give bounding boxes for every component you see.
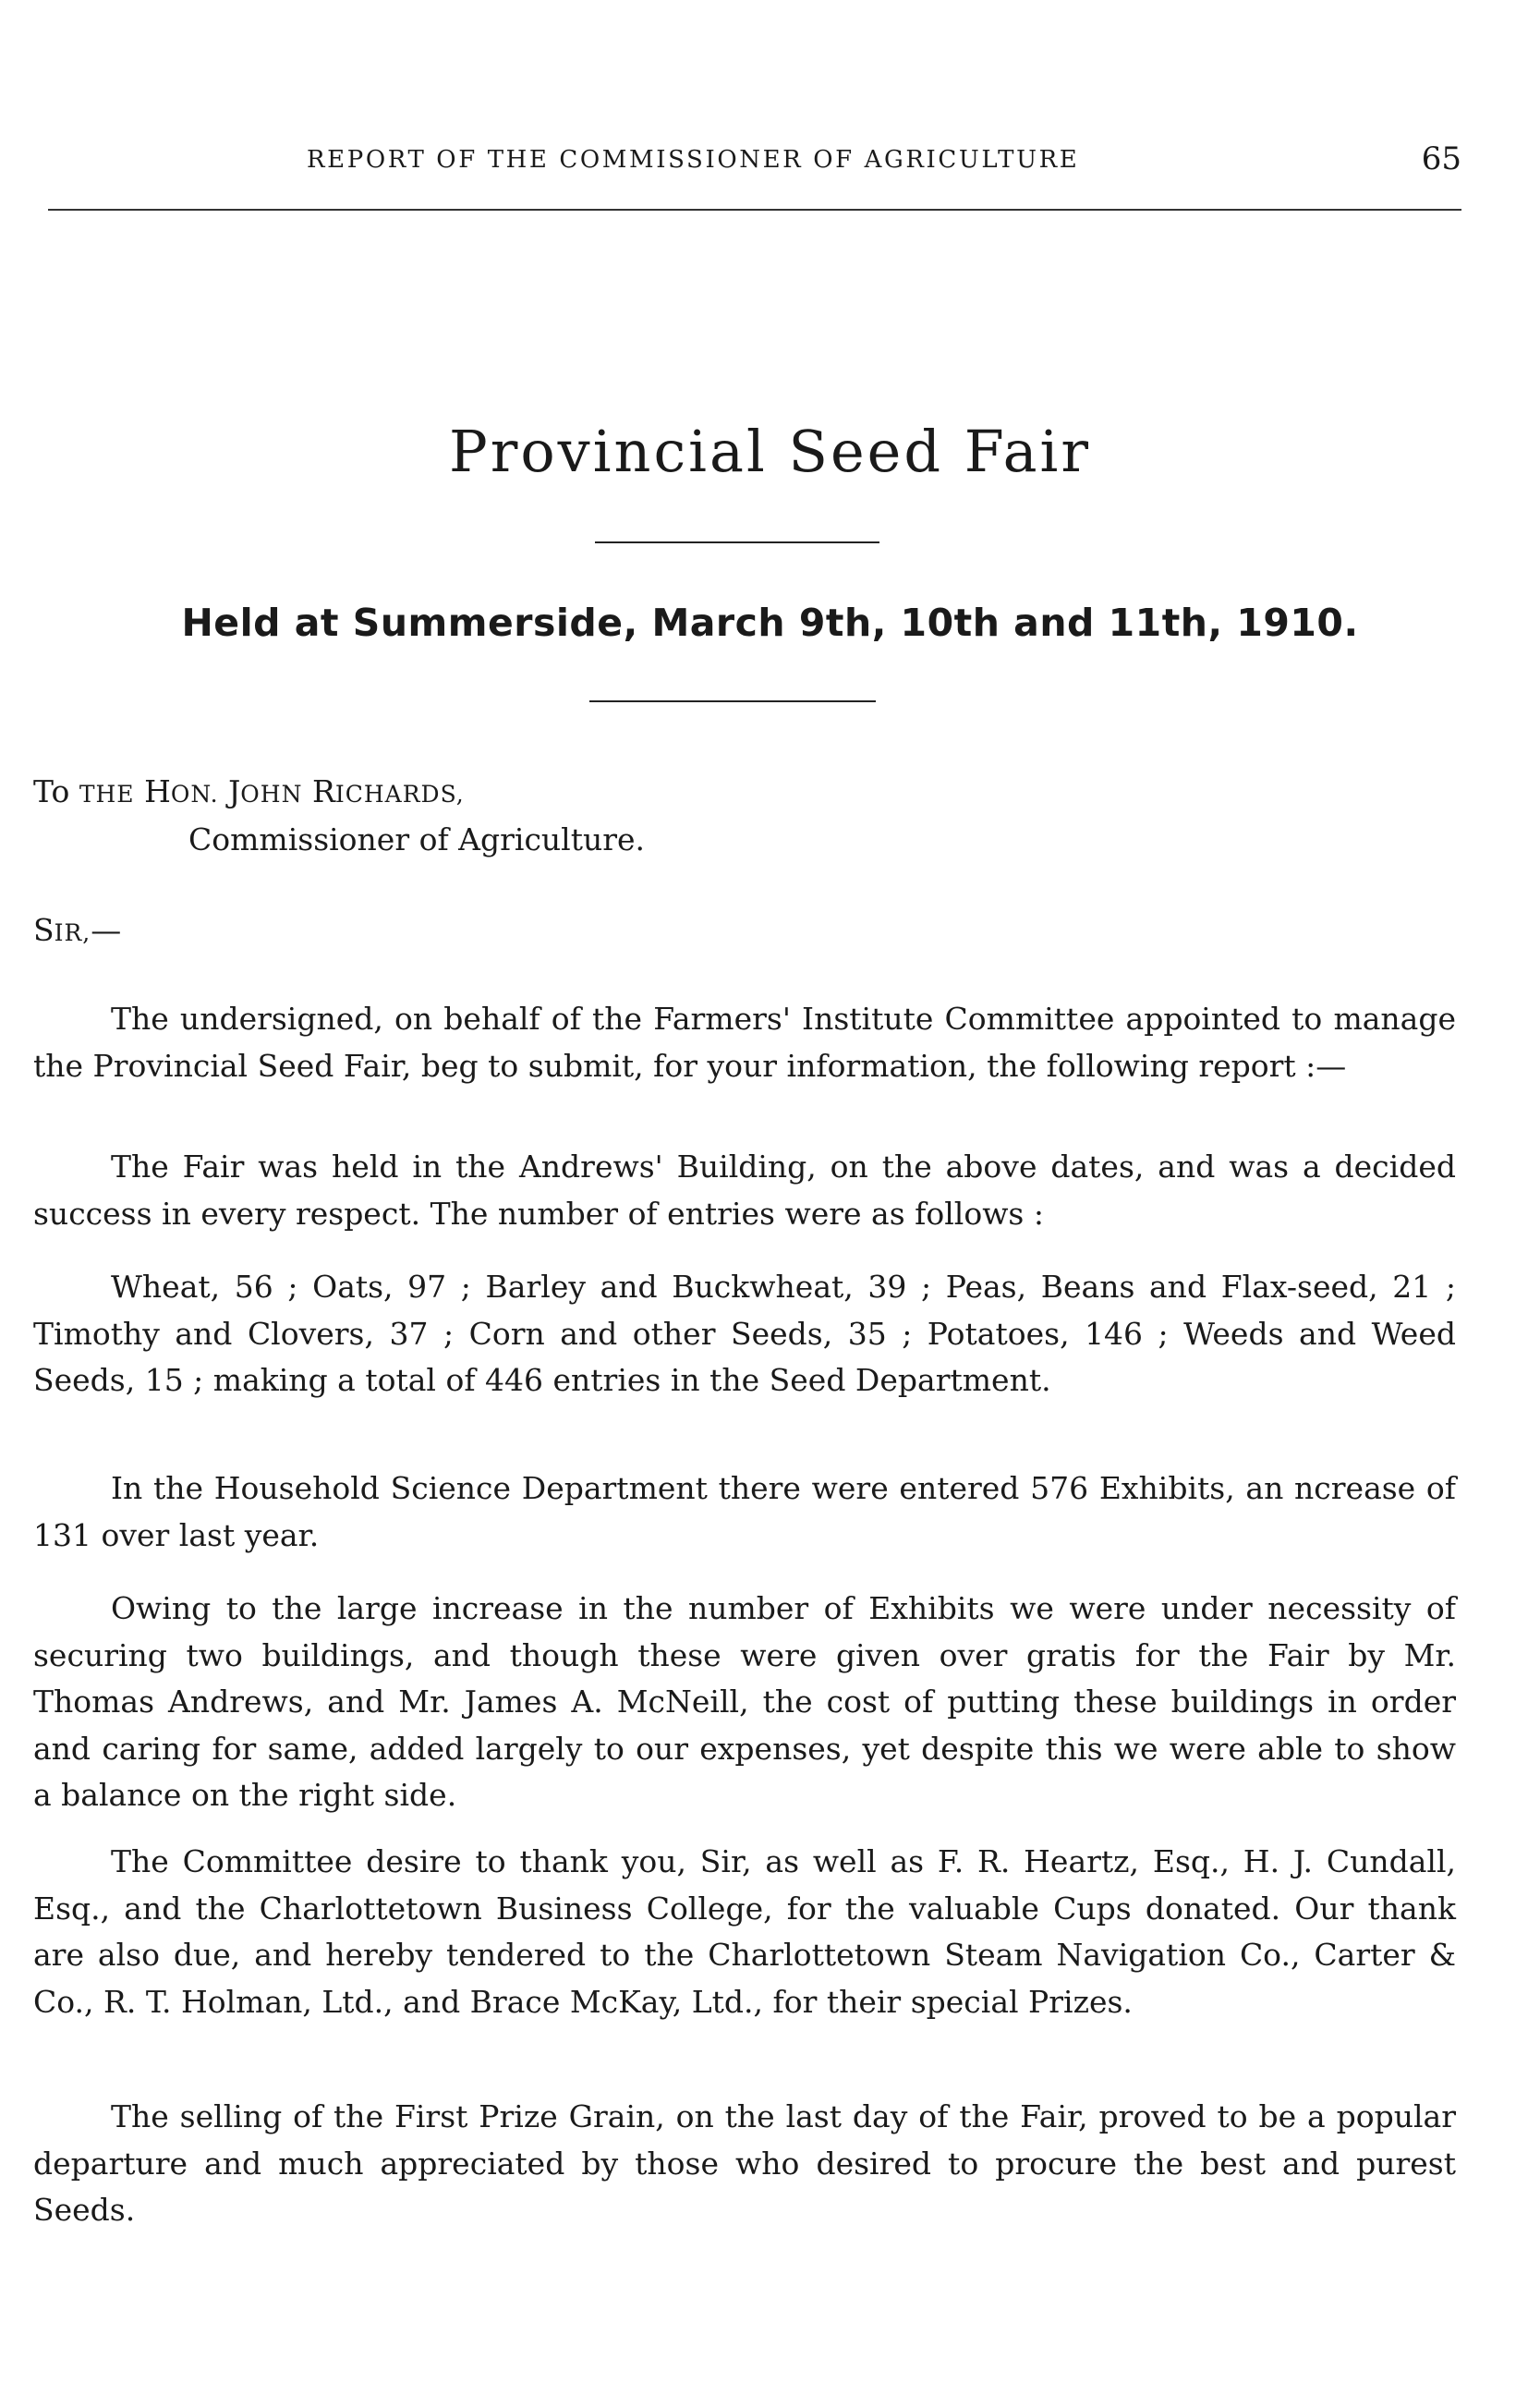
subtitle-rule: [589, 700, 876, 702]
header-rule: [48, 209, 1461, 211]
paragraph-text: The selling of the First Prize Grain, on the last day of the Fair, proved to be a popular departure and much appreciated by those who desired to procure the best and purest Seeds.: [33, 2098, 1456, 2228]
salutation-dash: —: [91, 912, 122, 948]
running-header: [48, 140, 1461, 187]
paragraph-text: The undersigned, on behalf of the Farmers' Institute Committee appointed to manage the Provincial Seed Fair, beg to submit, for your information, the following report :—: [33, 1001, 1456, 1084]
page-subtitle: Held at Summerside, March 9th, 10th and 11th, 1910.: [181, 601, 1359, 645]
paragraph-1: [33, 996, 1456, 1089]
page-title: Provincial Seed Fair: [448, 418, 1091, 485]
address-the: THE: [79, 781, 135, 808]
page-number: 65: [1421, 140, 1461, 177]
address-to: To: [33, 773, 70, 809]
salutation-initial: S: [33, 912, 55, 948]
address-first-initial: J: [228, 773, 241, 809]
title-rule: [595, 541, 879, 543]
paragraph-text: In the Household Science Department there were entered 576 Exhibits, an ncrease of 131 over last year.: [33, 1470, 1456, 1553]
paragraph-3: [33, 1264, 1456, 1404]
addressee-office: Commissioner of Agriculture.: [188, 821, 646, 857]
salutation: [33, 912, 122, 948]
paragraph-text: Owing to the large increase in the number of Exhibits we were under necessity of securing two buildings, and though these were given over gratis for the Fair by Mr. Thomas Andrews, and Mr. James A. McNeill, the cost of putting these buildings in order and caring for same, added largely to our expenses, yet despite this we were able to show a balance on the right side.: [33, 1590, 1456, 1813]
address-last-rest: ICHARDS,: [334, 781, 465, 808]
paragraph-text: The Committee desire to thank you, Sir, as well as F. R. Heartz, Esq., H. J. Cundall, Esq., and the Charlottetown Business College, for the valuable Cups donated. Our thank are also due, and hereby tendered to the Charlottetown Steam Navigation Co., Carter & Co., R. T. Holman, Ltd., and Brace McKay, Ltd., for their special Prizes.: [33, 1843, 1456, 2020]
address-last-initial: R: [311, 773, 335, 809]
paragraph-7: [33, 2094, 1456, 2234]
address-first-rest: OHN: [240, 781, 303, 808]
paragraph-text: The Fair was held in the Andrews' Building, on the above dates, and was a decided success in every respect. The number of entries were as follows :: [33, 1149, 1456, 1232]
salutation-rest: IR,: [54, 919, 91, 946]
address-hon-initial: H: [144, 773, 171, 809]
paragraph-4: [33, 1465, 1456, 1559]
paragraph-2: [33, 1144, 1456, 1237]
paragraph-5: [33, 1586, 1456, 1819]
running-title: REPORT OF THE COMMISSIONER OF AGRICULTURE: [307, 146, 1080, 174]
address-hon-rest: ON.: [170, 781, 219, 808]
paragraph-text: Wheat, 56 ; Oats, 97 ; Barley and Buckwheat, 39 ; Peas, Beans and Flax-seed, 21 ; Timothy and Clovers, 37 ; Corn and other Seeds, 35 ; Potatoes, 146 ; Weeds and Weed Seeds, 15 ; making a total of 446 entries in the Seed Department.: [33, 1269, 1456, 1398]
addressee-line: [33, 773, 465, 809]
paragraph-6: [33, 1839, 1456, 2025]
